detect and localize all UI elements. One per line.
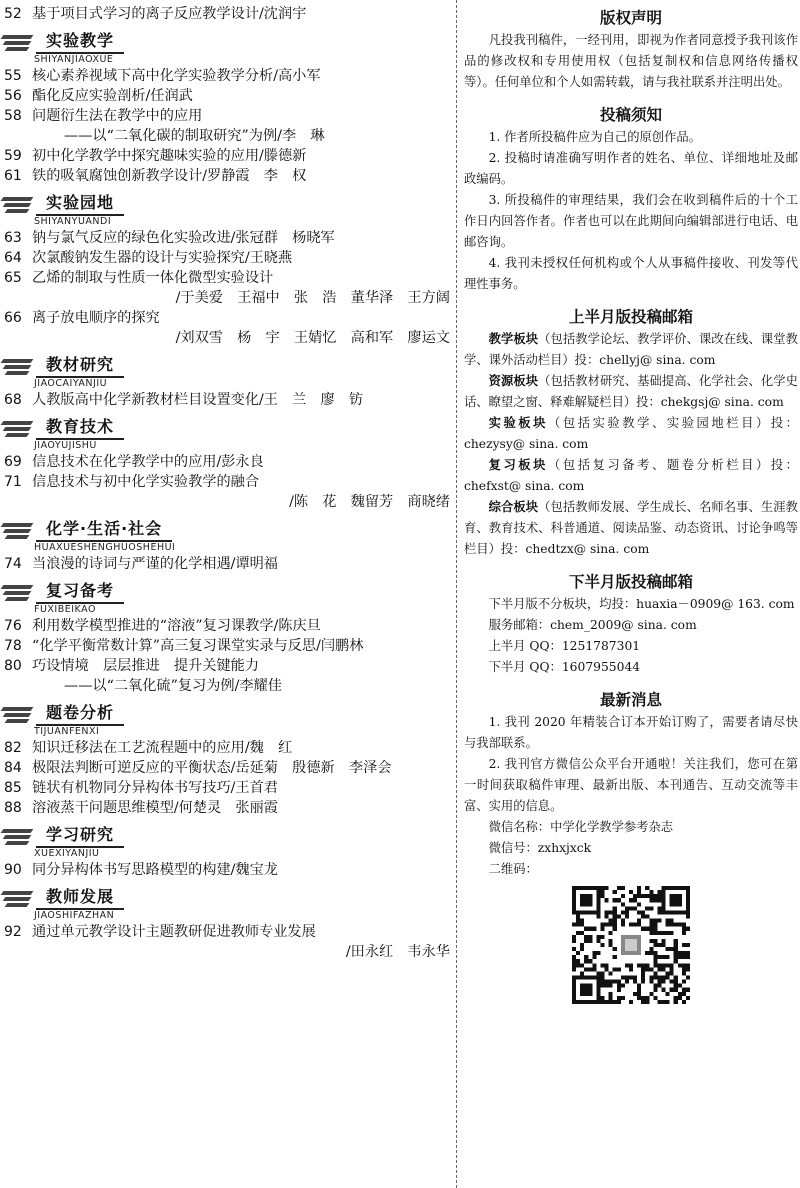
section-pinyin: SHIYANYUANDI — [34, 216, 112, 227]
stripe — [3, 427, 32, 431]
notice-item: 3. 所投稿件的审理结果，我们会在收到稿件后的十个工作日内回答作者。作者也可以在此期间向编辑部进行电话、电邮咨询。 — [464, 193, 798, 249]
article-title: 信息技术与初中化学实验教学的融合 — [32, 474, 260, 490]
article-title: 问题衍生法在教学中的应用 — [32, 108, 203, 124]
mailbox-item — [464, 329, 798, 371]
section-pinyin: JIAOYUJISHU — [34, 440, 97, 451]
mailbox-text: （包括教师发展、学生成长、名师名事、生涯教育、教育技术、科普通道、阅读品鉴、动态资讯、讨论争鸣等栏目）投：chedtzx@ sina. com — [464, 500, 798, 556]
stripe — [3, 591, 32, 595]
mailbox-text: （包括教学论坛、教学评价、课改在线、课堂教学、课外活动栏目）投：chellyj@ sina. com — [464, 332, 798, 367]
stripe — [5, 209, 30, 213]
news-line: 微信名称：中学化学教学参考杂志 — [488, 820, 674, 834]
toc-entry[interactable] — [4, 4, 452, 24]
toc-entry[interactable] — [4, 758, 452, 778]
section-stripes-icon — [2, 585, 32, 601]
section-stripes-icon — [2, 35, 32, 51]
news-item: 2. 我刊官方微信公众平台开通啦！关注我们，您可在第一时间获取稿件审理、最新出版、本刊通告、互动交流等丰富、实用的信息。 — [464, 757, 798, 813]
article-title: 利用数学模型推进的“溶液”复习课教学/陈庆旦 — [32, 618, 321, 634]
article-title: 同分异构体书写思路模型的构建/魏宝龙 — [32, 862, 278, 878]
toc-entry[interactable] — [4, 922, 452, 942]
stripe — [1, 829, 34, 833]
page-number: 84 — [4, 760, 22, 776]
mailbox-label: 资源板块 — [488, 374, 539, 388]
toc-entry[interactable] — [4, 738, 452, 758]
page-number: 71 — [4, 474, 22, 490]
page-number: 56 — [4, 88, 22, 104]
article-authors: /刘双雪 杨 宇 王婧忆 高和军 廖运文 — [175, 330, 450, 346]
section-title: 复习备考 — [36, 580, 124, 604]
article-subtitle: ——以“二氧化碳的制取研究”为例/李 琳 — [64, 128, 325, 144]
stripe — [1, 197, 34, 201]
toc-entry[interactable] — [4, 86, 452, 106]
section-header — [0, 192, 452, 216]
toc-entry[interactable] — [4, 106, 452, 126]
article-title: 钠与氯气反应的绿色化实验改进/张冠群 杨晓军 — [32, 230, 335, 246]
section-stripes-icon — [2, 891, 32, 907]
mailbox-label: 实验板块 — [488, 416, 549, 430]
section-stripes-icon — [2, 707, 32, 723]
article-title: 酯化反应实验剖析/任润武 — [32, 88, 193, 104]
section-stripes-icon — [2, 523, 32, 539]
page-number: 80 — [4, 658, 22, 674]
stripe — [5, 535, 30, 539]
second-half-mailbox-title: 下半月版投稿邮箱 — [568, 573, 693, 591]
stripe — [1, 35, 34, 39]
article-title: 链状有机物同分异构体书写技巧/王首君 — [32, 780, 278, 796]
page-number: 58 — [4, 108, 22, 124]
section-header — [0, 580, 452, 604]
toc-entry[interactable] — [4, 166, 452, 186]
stripe — [3, 203, 32, 207]
article-title: 知识迁移法在工艺流程题中的应用/魏 红 — [32, 740, 293, 756]
section-stripes-icon — [2, 359, 32, 375]
article-authors: /田永红 韦永华 — [345, 944, 450, 960]
page-number: 68 — [4, 392, 22, 408]
mailbox-item — [464, 497, 798, 560]
article-title: 人教版高中化学新教材栏目设置变化/王 兰 廖 钫 — [32, 392, 364, 408]
toc-entry[interactable] — [4, 636, 452, 656]
section-pinyin: FUXIBEIKAO — [34, 604, 96, 615]
stripe — [5, 371, 30, 375]
stripe — [3, 365, 32, 369]
article-title: 初中化学教学中探究趣味实验的应用/滕德新 — [32, 148, 307, 164]
mailbox-label: 教学板块 — [488, 332, 539, 346]
page-number: 65 — [4, 270, 22, 286]
copyright-text: 凡投我刊稿件，一经刊用，即视为作者同意授予我刊该作品的修改权和专用使用权（包括复制权和信息网络传播权等）。任何单位和个人如需转载，请与我社联系并注明出处。 — [464, 33, 798, 89]
mailbox-item — [464, 413, 798, 455]
stripe — [5, 597, 30, 601]
stripe — [1, 707, 34, 711]
stripe — [3, 835, 32, 839]
article-title: 离子放电顺序的探究 — [32, 310, 160, 326]
page-number: 85 — [4, 780, 22, 796]
article-title: 当浪漫的诗词与严谨的化学相遇/谭明福 — [32, 556, 278, 572]
section-pinyin: JIAOSHIFAZHAN — [34, 910, 115, 921]
toc-entry[interactable] — [4, 554, 452, 574]
toc-entry[interactable] — [4, 66, 452, 86]
first-half-mailbox-title: 上半月版投稿邮箱 — [568, 308, 693, 326]
toc-entry[interactable] — [4, 860, 452, 880]
section-pinyin: XUEXIYANJIU — [34, 848, 100, 859]
article-title: 乙烯的制取与性质一体化微型实验设计 — [32, 270, 274, 286]
section-header — [0, 886, 452, 910]
notices-column — [464, 6, 798, 1004]
stripe — [5, 719, 30, 723]
page-number: 63 — [4, 230, 22, 246]
article-title: 溶液蒸干问题思维模型/何楚灵 张丽霞 — [32, 800, 278, 816]
article-subtitle: ——以“二氧化硫”复习为例/李耀佳 — [64, 678, 282, 694]
page-number: 78 — [4, 638, 22, 654]
mailbox-text: （包括复习备考、题卷分析栏目）投：chefxst@ sina. com — [464, 458, 798, 493]
section-header — [0, 416, 452, 440]
toc-entry[interactable] — [4, 778, 452, 798]
toc-entry[interactable] — [4, 308, 452, 328]
section-pinyin: SHIYANJIAOXUE — [34, 54, 114, 65]
article-title: 通过单元教学设计主题教研促进教师专业发展 — [32, 924, 316, 940]
page-number: 69 — [4, 454, 22, 470]
toc-entry[interactable] — [4, 798, 452, 818]
mailbox-line: 下半月 QQ：1607955044 — [488, 660, 641, 674]
page-number: 52 — [4, 6, 22, 22]
stripe — [5, 47, 30, 51]
article-title: 巧设情境 层层推进 提升关键能力 — [32, 658, 260, 674]
notice-item: 2. 投稿时请准确写明作者的姓名、单位、详细地址及邮政编码。 — [464, 151, 798, 186]
submission-notice-title: 投稿须知 — [599, 106, 662, 124]
page-number: 59 — [4, 148, 22, 164]
section-header — [0, 354, 452, 378]
article-title: 信息技术在化学教学中的应用/彭永良 — [32, 454, 264, 470]
stripe — [3, 41, 32, 45]
mailbox-line: 下半月版不分板块，均投：huaxia－0909@ 163. com — [488, 597, 795, 611]
mailbox-line: 服务邮箱：chem_2009@ sina. com — [488, 618, 697, 632]
stripe — [1, 891, 34, 895]
section-title: 题卷分析 — [36, 702, 124, 726]
section-header — [0, 824, 452, 848]
section-title: 教材研究 — [36, 354, 124, 378]
page-number: 76 — [4, 618, 22, 634]
section-title: 教师发展 — [36, 886, 124, 910]
article-title: 铁的吸氧腐蚀创新教学设计/罗静霞 李 权 — [32, 168, 307, 184]
stripe — [1, 523, 34, 527]
notice-item: 1. 作者所投稿件应为自己的原创作品。 — [488, 130, 701, 144]
toc-entry[interactable] — [4, 146, 452, 166]
mailbox-text: （包括教材研究、基础提高、化学社会、化学史话、瞭望之窗、释难解疑栏目）投：chekgsj@ sina. com — [464, 374, 798, 409]
mailbox-label: 综合板块 — [488, 500, 539, 514]
article-title: “化学平衡常数计算”高三复习课堂实录与反思/闫鹏林 — [32, 638, 364, 654]
mailbox-line: 上半月 QQ：1251787301 — [488, 639, 641, 653]
article-title: 基于项目式学习的离子反应教学设计/沈润宇 — [32, 6, 307, 22]
page-number: 64 — [4, 250, 22, 266]
stripe — [3, 713, 32, 717]
stripe — [1, 585, 34, 589]
article-authors: /陈 花 魏留芳 商晓绪 — [289, 494, 450, 510]
page-number: 61 — [4, 168, 22, 184]
article-title: 核心素养视域下高中化学实验教学分析/高小军 — [32, 68, 321, 84]
section-stripes-icon — [2, 197, 32, 213]
copyright-title: 版权声明 — [599, 9, 662, 27]
page-number: 74 — [4, 556, 22, 572]
toc-entry[interactable] — [4, 248, 452, 268]
stripe — [5, 433, 30, 437]
mailbox-item — [464, 371, 798, 413]
page-number: 88 — [4, 800, 22, 816]
news-line: 二维码： — [488, 862, 538, 876]
toc-entry[interactable] — [4, 452, 452, 472]
notice-item: 4. 我刊未授权任何机构或个人从事稿件接收、刊发等代理性事务。 — [464, 256, 798, 291]
section-title: 学习研究 — [36, 824, 124, 848]
section-pinyin: TIJUANFENXI — [34, 726, 100, 737]
section-title: 实验园地 — [36, 192, 124, 216]
section-header — [0, 702, 452, 726]
article-title: 极限法判断可逆反应的平衡状态/岳延菊 殷德新 李泽会 — [32, 760, 392, 776]
qr-code-image[interactable] — [572, 886, 690, 1004]
page-number: 90 — [4, 862, 22, 878]
page-number: 55 — [4, 68, 22, 84]
section-pinyin: JIAOCAIYANJIU — [34, 378, 108, 389]
stripe — [3, 529, 32, 533]
section-header — [0, 30, 452, 54]
section-stripes-icon — [2, 421, 32, 437]
stripe — [5, 903, 30, 907]
stripe — [3, 897, 32, 901]
toc-entry[interactable] — [4, 390, 452, 410]
mailbox-text: （包括实验教学、实验园地栏目）投：chezysy@ sina. com — [464, 416, 798, 451]
section-title: 化学·生活·社会 — [36, 518, 172, 542]
news-item: 1. 我刊 2020 年精装合订本开始订购了，需要者请尽快与我部联系。 — [464, 715, 798, 750]
section-header — [0, 518, 452, 542]
stripe — [1, 421, 34, 425]
section-title: 实验教学 — [36, 30, 124, 54]
stripe — [1, 359, 34, 363]
mailbox-label: 复习板块 — [488, 458, 549, 472]
mailbox-item — [464, 455, 798, 497]
toc-entry[interactable] — [4, 656, 452, 676]
news-line: 微信号：zxhxjxck — [488, 841, 592, 855]
page-number: 82 — [4, 740, 22, 756]
toc-entry[interactable] — [4, 616, 452, 636]
column-divider — [456, 0, 457, 1188]
toc-entry[interactable] — [4, 228, 452, 248]
stripe — [5, 841, 30, 845]
article-title: 次氯酸钠发生器的设计与实验探究/王晓燕 — [32, 250, 293, 266]
article-authors: /于美爱 王福中 张 浩 董华泽 王方阔 — [175, 290, 450, 306]
section-stripes-icon — [2, 829, 32, 845]
toc-entry[interactable] — [4, 472, 452, 492]
page-number: 66 — [4, 310, 22, 326]
news-title: 最新消息 — [599, 691, 662, 709]
page-number: 92 — [4, 924, 22, 940]
toc-entry[interactable] — [4, 268, 452, 288]
section-title: 教育技术 — [36, 416, 124, 440]
section-pinyin: HUAXUESHENGHUOSHEHUI — [34, 542, 176, 553]
